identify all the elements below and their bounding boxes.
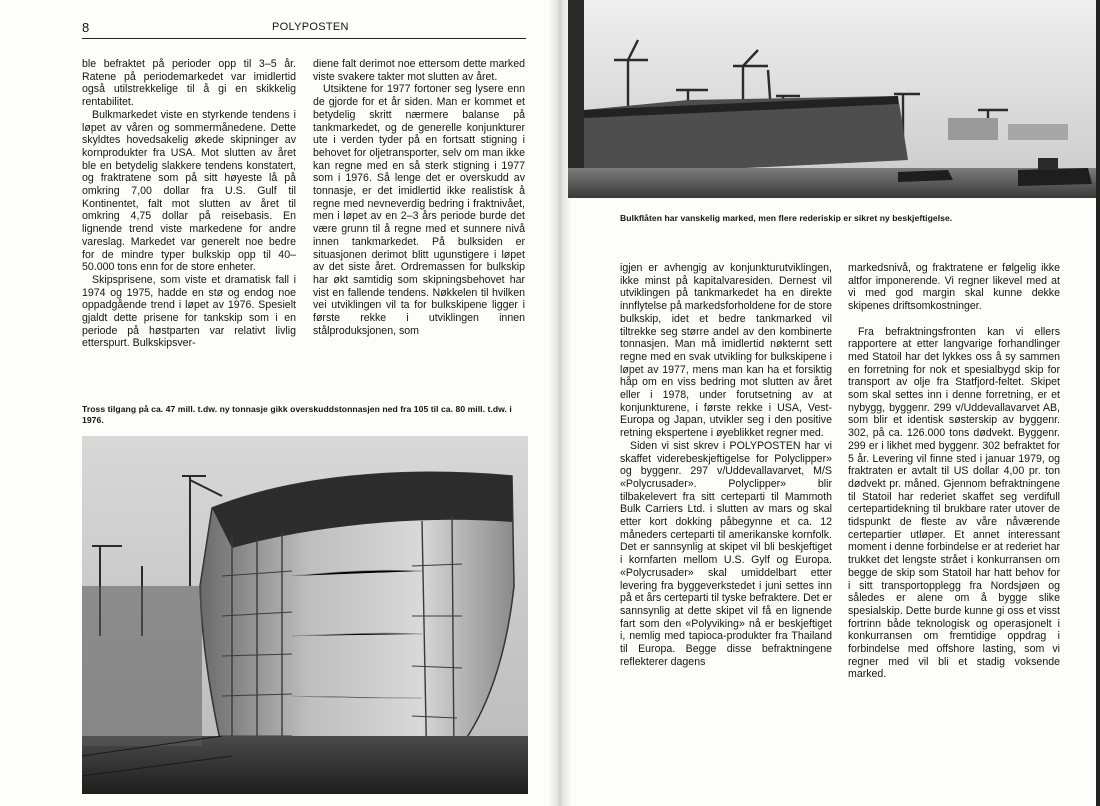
paragraph: markedsnivå, og fraktratene er følgelig ikke altfor imponerende. Vi regner likevel med at vi med god margin skal kunne dekke skipenes driftsomkostninger. (848, 262, 1060, 313)
ship-hull-illustration (82, 436, 528, 794)
page-edge (1096, 0, 1100, 806)
ship-construction-photo (82, 436, 528, 794)
left-page-column-1 (82, 58, 296, 350)
right-page-column-1 (620, 262, 832, 669)
paragraph: Siden vi sist skrev i POLYPOSTEN har vi skaffet viderebeskjeftigelse for Polyclipper» og byggenr. 297 v/Uddevallavarvet, M/S «Polycrusader». Polyclipper» blir tilbakelevert fra sitt certeparti til Mammoth Bulk Carriers Ltd. i slutten av mars og skal etter kort dokking påbegynne et ca. 12 måneders certeparti til amerikanske kornfolk. Det er sannsynlig at skipet vil bli beskjeftiget i kornfarten mellom U.S. Gylf og Europa. «Polycrusader» skal umiddelbart etter levering fra byggeverkstedet i juni settes inn på et års certeparti til tyske befraktere. Det er sannsynlig at dette skipet vil få en lignende fart som den «Polyviking» nå er beskjeftiget i, nemlig med tapioca-produkter fra Thailand til Europa. Begge disse befraktningene reflekterer dagens (620, 439, 832, 668)
harbor-illustration (568, 0, 1096, 198)
running-title: POLYPOSTEN (272, 21, 349, 33)
paragraph: ble befraktet på perioder opp til 3–5 år. Ratene på periodemarkedet var imidlertid også utilstrekkelige til å gi en skikkelig rentabilitet. (82, 58, 296, 109)
paragraph: igjen er avhengig av konjunkturutviklingen, ikke minst på kapitalvaresiden. Dernest vil utviklingen på tankmarkedet ha en direkte innflytelse på markedsforholdene for de store bulkskip, idet et bedre tankmarked vil tiltrekke seg større andel av den kombinerte tonnasjen. Man må imidlertid nøkternt sett regne med en svak utvikling for bulkskipene i løpet av 1977, mens man kan ha et forsiktig håp om en viss bedring mot slutten av året eller i 1978, under forutsetning av at konjunkturene, i første rekke i USA, Vest-Europa og Japan, utvikler seg i den positive retning ekspertene i øyeblikket regner med. (620, 262, 832, 440)
paragraph: Bulkmarkedet viste en styrkende tendens i løpet av våren og sommermånedene. Dette skyldtes hovedsakelig økede skipninger av kornprodukter fra USA. Mot slutten av året ble en betydelig slakkere tendens konstatert, og fraktratene som på sitt høyeste lå på omkring 7,00 dollar fra U.S. Gulf til Kontinentet, falt mot slutten av året til omkring 4,75 dollar på reisebasis. En lignende trend viste markedene for andre vareslag. Markedet var generelt noe bedre for de mindre typer bulkskip opp til 40–50.000 tons enn for de store enheter. (82, 108, 296, 274)
paragraph: diene falt derimot noe ettersom dette marked viste svakere takter mot slutten av året. (313, 58, 525, 83)
left-page-column-2 (313, 58, 525, 337)
paragraph: Fra befraktningsfronten kan vi ellers rapportere at etter langvarige forhandlinger med Statoil har det lykkes oss å sy sammen en forretning for nok et spesialbygd skip for transport av olje fra Statfjord-feltet. Skipet som skal settes inn i denne forretning, er et nybygg, byggenr. 299 v/Uddevallavarvet AB, som blir et identisk søsterskip av byggenr. 302, på ca. 126.000 tons dødvekt. Byggenr. 299 er i likhet med byggenr. 302 befraktet for 5 år. Levering vil finne sted i januar 1979, og fraktraten er avtalt til US dollar 4,00 pr. ton dødvekt pr. måned. Gjennom befraktningene til Statoil har rederiet skaffet seg verdifull certepartidekning til brukbare rater utover de tidspunkt de fleste av våre nåværende certepartier utløper. Et annet interessant moment i denne forbindelse er at rederiet har trukket det lengste strået i konkurransen om begge de skip som Statoil har hatt behov for i sitt transportopplegg fra Nordsjøen og således er alene om å bygge slike spesialskip. Dette burde kunne gi oss et visst fortrinn både teknologisk og operasjonelt i konkurransen om fremtidige oppdrag i forbindelse med offshore lasting, som vi regner med vil bli et stadig voksende marked. (848, 325, 1060, 681)
photo-caption: Bulkflåten har vanskelig marked, men flere rederiskip er sikret ny beskjeftigelse. (620, 213, 953, 223)
running-header (82, 20, 526, 39)
paragraph: Skipsprisene, som viste et dramatisk fall i 1974 og 1975, hadde en stø og endog noe oppadgående trend i løpet av 1976. Spesielt gjaldt dette prisene for tankskip som i en periode på høstparten var relativt livlig etterspurt. Bulkskipsver- (82, 273, 296, 350)
right-page (568, 0, 1100, 806)
page-number: 8 (82, 20, 90, 35)
photo-caption: Tross tilgang på ca. 47 mill. t.dw. ny tonnasje gikk overskuddstonnasjen ned fra 105 til ca. 80 mill. t.dw. i 1976. (82, 404, 512, 425)
paragraph: Utsiktene for 1977 fortoner seg lysere enn de gjorde for et år siden. Man er kommet et betydelig skritt nærmere balanse på tankmarkedet, og de generelle konjunkturer ute i verden tyder på en fortsatt stigning i behovet for oljetransporter, selv om man ikke kan regne med en så sterk stigning i 1977 som i 1976. Så lenge det er overskudd av tonnasje, er det imidlertid ikke realistisk å regne med nevneverdig bedring i fraktnivået, men i løpet av en 2–3 års periode burde det være grunn til å regne med et sunnere nivå innen tankmarkedet. På bulksiden er situasjonen derimot blitt ugunstigere i løpet av det siste året. Ordremassen for bulkskip har økt samtidig som skipningsbehovet har vist en fallende tendens. Nøkkelen til hvilken vei utviklingen vil ta for bulkskipene ligger i første rekke i utviklingen innen stålproduksjonen, som (313, 83, 525, 337)
harbor-cranes-photo (568, 0, 1096, 198)
right-page-column-2 (848, 262, 1060, 681)
